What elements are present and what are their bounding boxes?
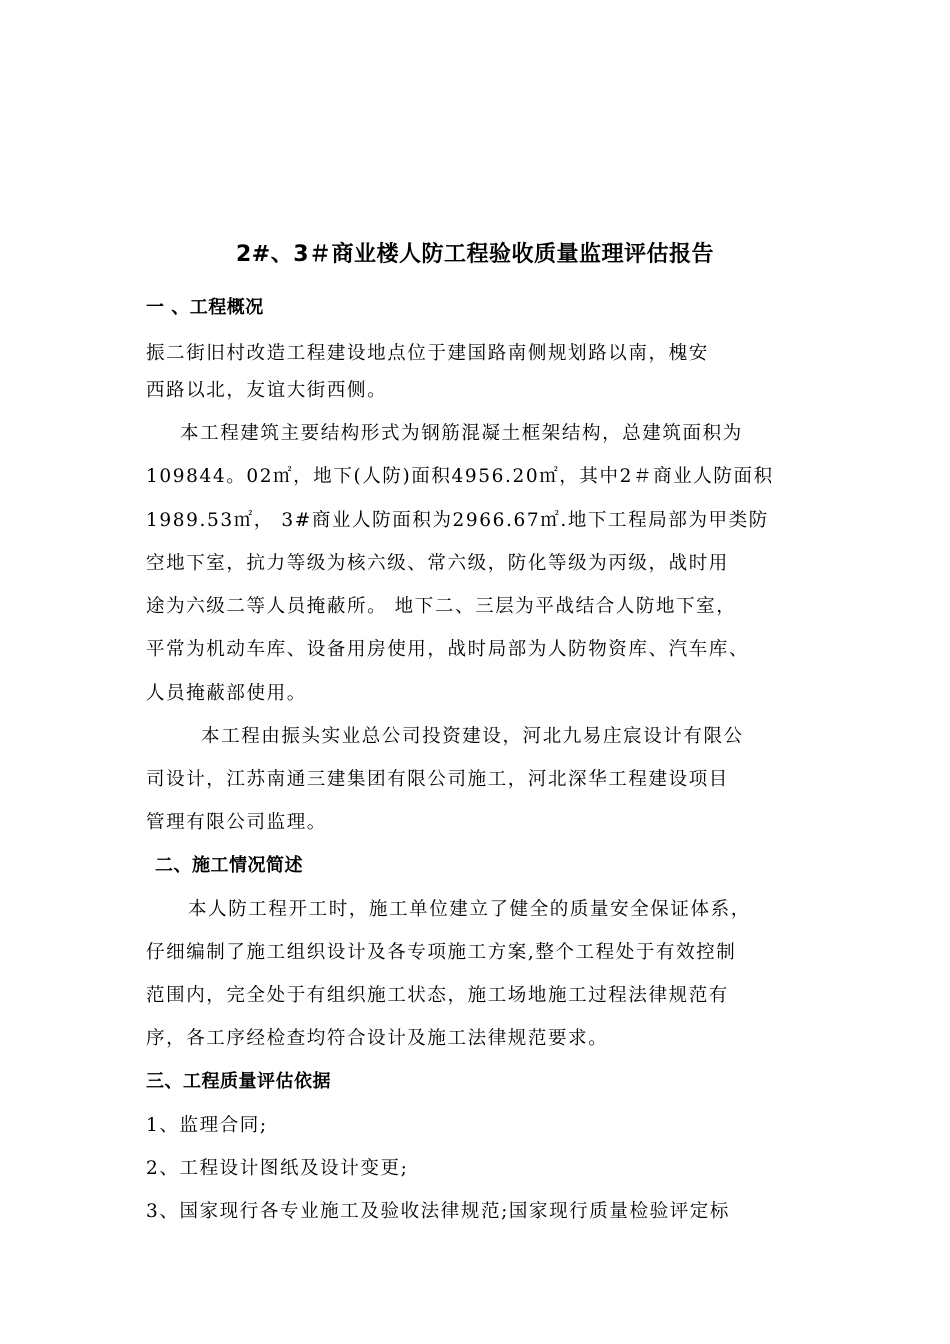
section-heading-construction: 二、施工情况简述 [155,855,303,876]
paragraph-line: 序，各工序经检查均符合设计及施工法律规范要求。 [146,1028,609,1049]
paragraph-line: 司设计，江苏南通三建集团有限公司施工，河北深华工程建设项目 [146,769,729,790]
paragraph-line: 109844。02㎡，地下(人防)面积4956.20㎡，其中2＃商业人防面积 [146,466,774,487]
list-item: 2、工程设计图纸及设计变更; [146,1158,409,1179]
paragraph-line: 范围内，完全处于有组织施工状态，施工场地施工过程法律规范有 [146,985,729,1006]
paragraph-line: 管理有限公司监理。 [146,812,327,833]
paragraph-line: 1989.53㎡， 3#商业人防面积为2966.67㎡.地下工程局部为甲类防 [146,510,769,531]
document-title: 2#、3＃商业楼人防工程验收质量监理评估报告 [235,242,715,267]
paragraph-line: 振二街旧村改造工程建设地点位于建国路南侧规划路以南，槐安 [146,343,709,364]
paragraph-line: 本人防工程开工时，施工单位建立了健全的质量安全保证体系， [188,899,751,920]
paragraph-line: 西路以北，友谊大街西侧。 [146,380,388,401]
paragraph-line: 空地下室，抗力等级为核六级、常六级，防化等级为丙级，战时用 [146,553,729,574]
paragraph-line: 仔细编制了施工组织设计及各专项施工方案,整个工程处于有效控制 [146,942,737,963]
list-item: 3、国家现行各专业施工及验收法律规范;国家现行质量检验评定标 [146,1201,731,1222]
list-item: 1、监理合同; [146,1115,268,1136]
paragraph-line: 平常为机动车库、设备用房使用，战时局部为人防物资库、汽车库、 [146,639,750,660]
section-heading-basis: 三、工程质量评估依据 [146,1071,331,1092]
paragraph-line: 本工程建筑主要结构形式为钢筋混凝土框架结构，总建筑面积为 [180,423,743,444]
paragraph-line: 途为六级二等人员掩蔽所。 地下二、三层为平战结合人防地下室， [146,596,737,617]
section-heading-overview: 一 、工程概况 [146,297,264,318]
paragraph-line: 人员掩蔽部使用。 [146,683,307,704]
paragraph-line: 本工程由振头实业总公司投资建设，河北九易庄宸设计有限公 [201,726,744,747]
